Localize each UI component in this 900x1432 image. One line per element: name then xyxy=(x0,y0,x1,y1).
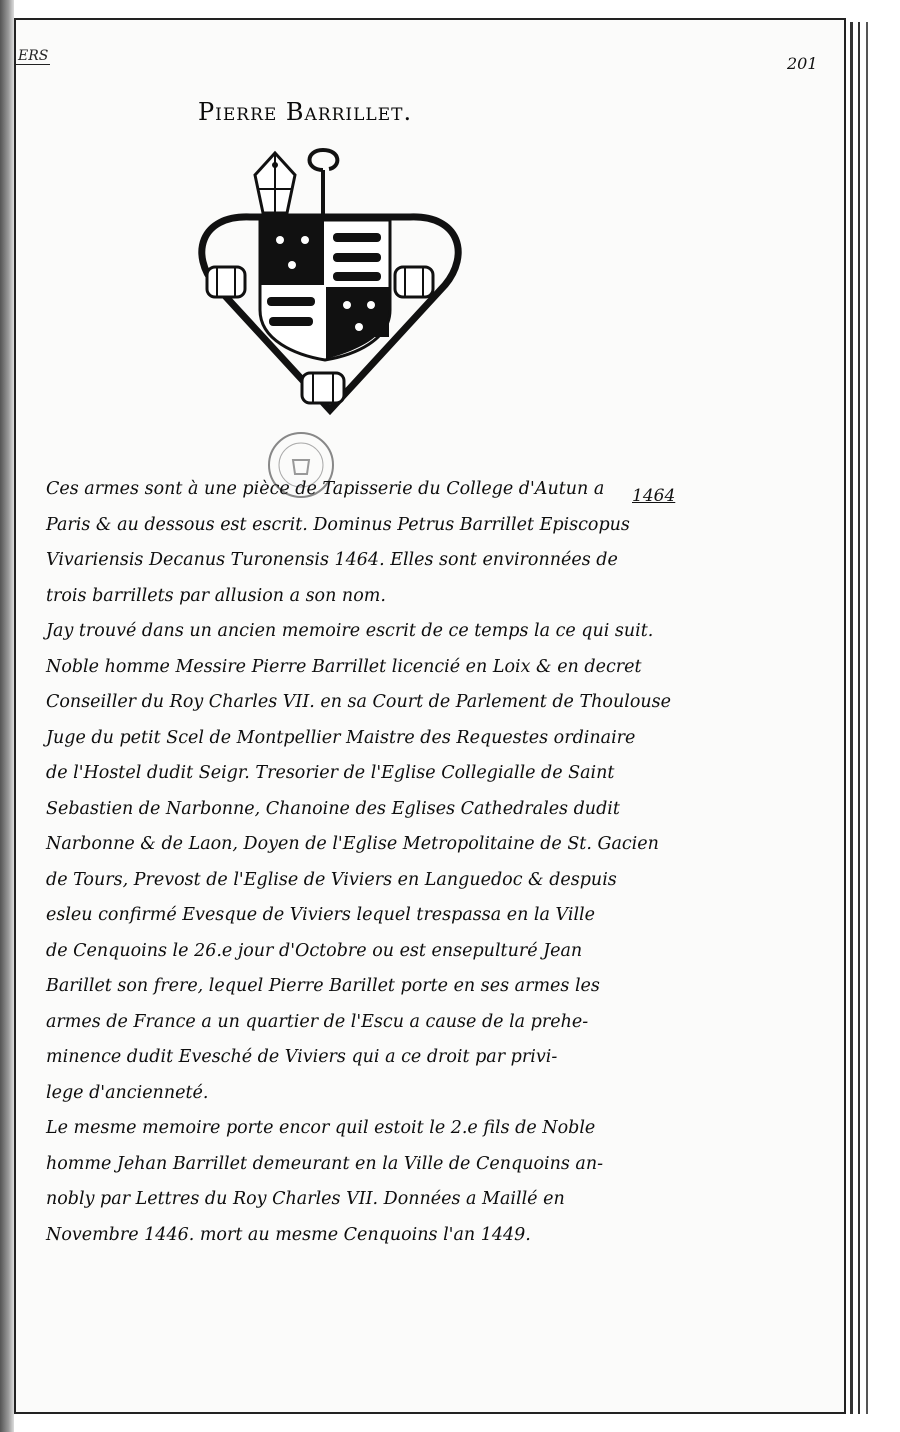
text-line: nobly par Lettres du Roy Charles VII. Données a Maillé en xyxy=(46,1189,565,1209)
text-line: homme Jehan Barrillet demeurant en la Ville de Cenquoins an- xyxy=(46,1153,604,1174)
text-line: esleu confirmé Evesque de Viviers lequel trespassa en la Ville xyxy=(46,905,596,925)
text-line: Paris & au dessous est escrit. Dominus Petrus Barrillet Episcopus xyxy=(46,514,630,535)
folio-number: 201 xyxy=(787,54,818,73)
text-line: Sebastien de Narbonne, Chanoine des Eglises Cathedrales dudit xyxy=(46,798,620,819)
page-title: Pierre Barrillet. xyxy=(198,98,413,126)
text-line: de Cenquoins le 26.e jour d'Octobre ou est ensepulturé Jean xyxy=(46,940,583,961)
text-line: armes de France a un quartier de l'Escu a cause de la prehe- xyxy=(46,1011,589,1032)
text-line: Jay trouvé dans un ancien memoire escrit de ce temps la ce qui suit. xyxy=(46,621,654,641)
book-binding xyxy=(0,0,14,1432)
barrel-icon xyxy=(395,267,433,297)
margin-date-note: 1464 xyxy=(632,486,676,506)
text-line: Conseiller du Roy Charles VII. en sa Court de Parlement de Thoulouse xyxy=(46,692,671,712)
page-edge xyxy=(858,22,860,1414)
barrel-icon xyxy=(302,373,344,403)
corner-mark: ERS xyxy=(18,48,49,64)
text-line: Barillet son frere, lequel Pierre Barillet porte en ses armes les xyxy=(46,976,600,996)
text-line: de l'Hostel dudit Seigr. Tresorier de l'Eglise Collegialle de Saint xyxy=(46,763,615,783)
barrel-icon xyxy=(207,267,245,297)
text-line: Le mesme memoire porte encor quil estoit le 2.e fils de Noble xyxy=(46,1118,596,1138)
text-line: trois barrillets par allusion a son nom. xyxy=(46,585,386,606)
text-line: Novembre 1446. mort au mesme Cenquoins l'an 1449. xyxy=(46,1224,531,1245)
text-line: de Tours, Prevost de l'Eglise de Viviers en Languedoc & despuis xyxy=(46,869,617,890)
page-edge xyxy=(850,22,853,1414)
text-line: lege d'ancienneté. xyxy=(46,1082,209,1103)
text-line: Ces armes sont à une pièce de Tapisserie du College d'Autun a xyxy=(46,479,605,499)
text-line: Narbonne & de Laon, Doyen de l'Eglise Metropolitaine de St. Gacien xyxy=(46,834,659,854)
text-line: Juge du petit Scel de Montpellier Maistre des Requestes ordinaire xyxy=(46,727,636,748)
manuscript-text xyxy=(46,472,671,1253)
coat-of-arms-icon xyxy=(195,145,465,445)
text-line: minence dudit Evesché de Viviers qui a ce droit par privi- xyxy=(46,1047,558,1067)
text-line: Vivariensis Decanus Turonensis 1464. Elles sont environnées de xyxy=(46,550,618,570)
crosier-icon xyxy=(310,150,338,217)
text-line: Noble homme Messire Pierre Barrillet licencié en Loix & en decret xyxy=(46,656,642,677)
page-edge xyxy=(866,22,868,1414)
mitre-icon xyxy=(255,153,295,213)
shield-icon xyxy=(260,220,390,360)
